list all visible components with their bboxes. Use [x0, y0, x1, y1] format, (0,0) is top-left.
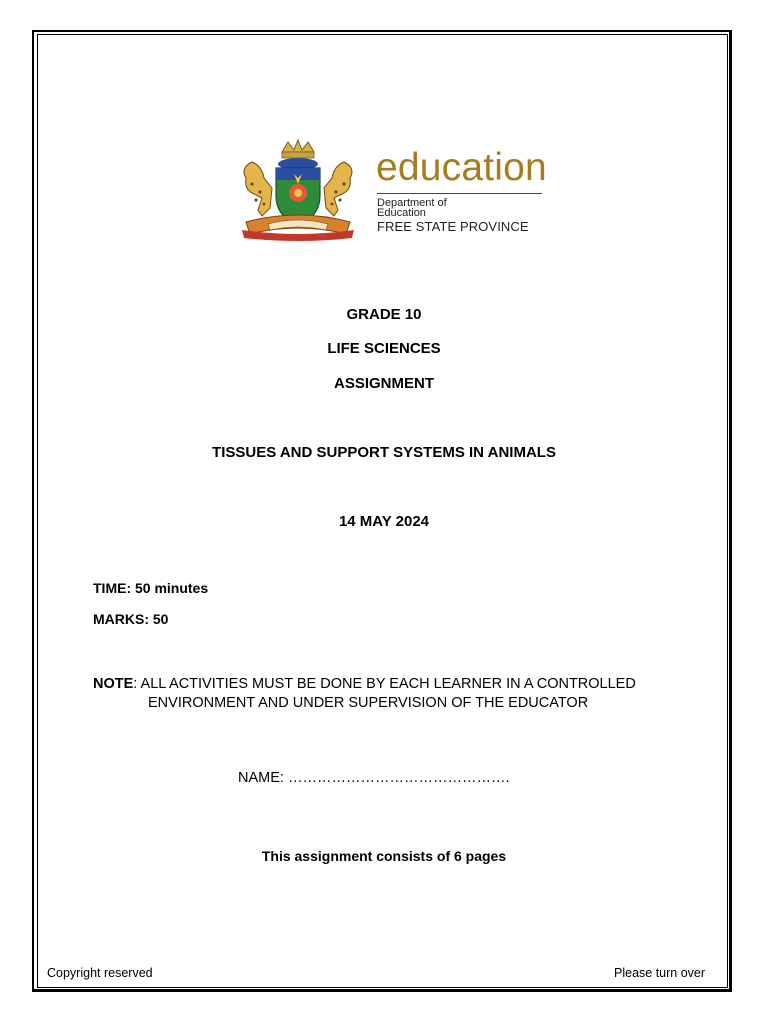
- note-line-1: : ALL ACTIVITIES MUST BE DONE BY EACH LEARNER IN A CONTROLLED: [133, 676, 636, 692]
- note-line-2: ENVIRONMENT AND UNDER SUPERVISION OF THE EDUCATOR: [148, 695, 589, 711]
- instructions-note: [93, 675, 713, 713]
- dept-line-1: Department of: [377, 197, 447, 209]
- name-field[interactable]: NAME: ……………………………………….: [238, 770, 510, 786]
- grade-heading: GRADE 10: [346, 306, 422, 323]
- time-allowed: TIME: 50 minutes: [93, 580, 209, 596]
- footer-copyright: Copyright reserved: [47, 966, 153, 980]
- assessment-type-heading: ASSIGNMENT: [333, 375, 434, 392]
- note-label: NOTE: [93, 676, 134, 692]
- brand-divider: [377, 193, 542, 194]
- page-count-note: This assignment consists of 6 pages: [261, 848, 507, 864]
- subject-heading: LIFE SCIENCES: [327, 340, 441, 357]
- date-heading: 14 MAY 2024: [338, 513, 430, 530]
- dept-line-2: Education: [377, 207, 426, 219]
- total-marks: MARKS: 50: [93, 611, 169, 627]
- topic-heading: TISSUES AND SUPPORT SYSTEMS IN ANIMALS: [212, 444, 556, 461]
- province-name: FREE STATE PROVINCE: [377, 219, 529, 234]
- coat-of-arms-logo: [232, 138, 364, 242]
- brand-wordmark: education: [376, 146, 547, 189]
- footer-turn-over: Please turn over: [614, 966, 706, 980]
